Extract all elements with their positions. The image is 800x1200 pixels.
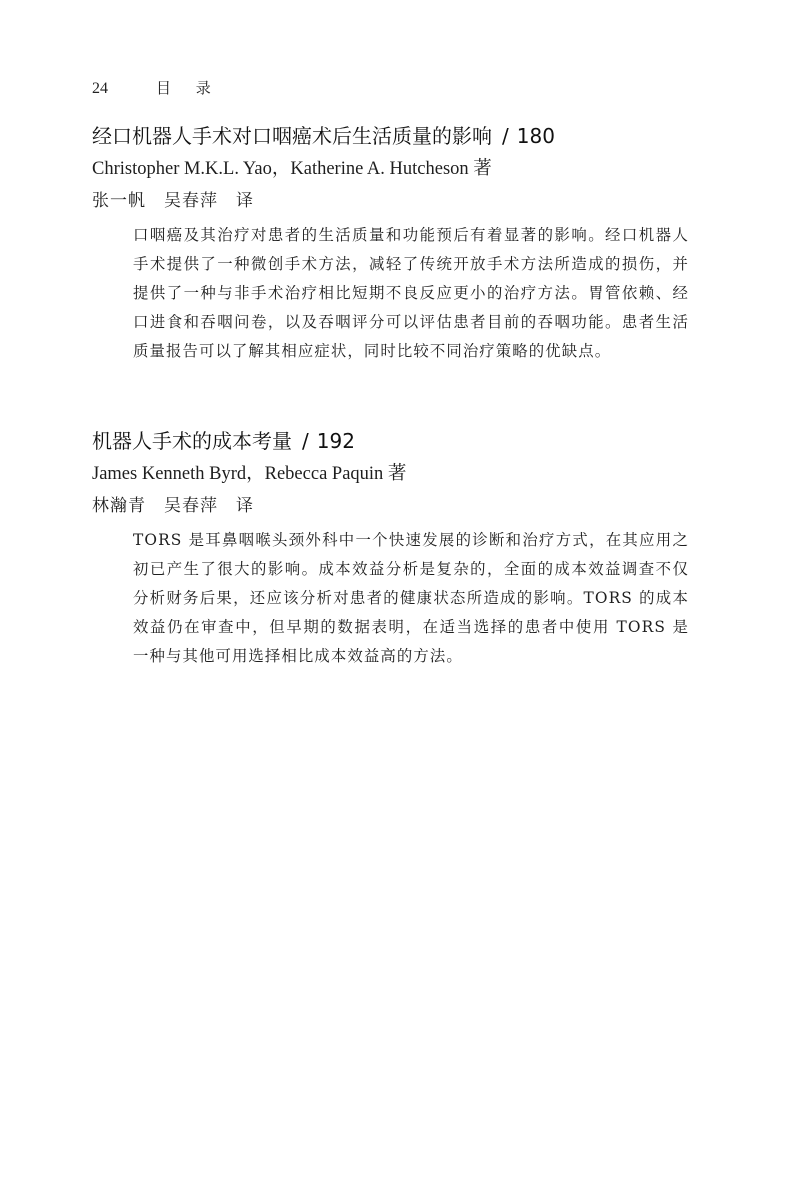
entry-translators: 张一帆 吴春萍 译: [92, 191, 254, 211]
entry-page-number: 180: [516, 124, 555, 148]
entry-authors: Christopher M.K.L. Yao，Katherine A. Hutcheson 著: [92, 159, 492, 179]
entry-title-text: 经口机器人手术对口咽癌术后生活质量的影响: [92, 124, 492, 148]
title-separator: /: [502, 124, 509, 148]
entry-authors: James Kenneth Byrd，Rebecca Paquin 著: [92, 464, 407, 484]
running-head: [92, 76, 221, 101]
entry-translators: 林瀚青 吴春萍 译: [92, 496, 254, 516]
entry-title: [92, 426, 702, 456]
toc-entry-2: [92, 426, 702, 671]
entry-abstract: TORS 是耳鼻咽喉头颈外科中一个快速发展的诊断和治疗方式，在其应用之初已产生了很大的影响。成本效益分析是复杂的，全面的成本效益调查不仅分析财务后果，还应该分析对患者的健康状态所造成的影响。TORS 的成本效益仍在审查中，但早期的数据表明，在适当选择的患者中使用 TORS 是一种与其他可用选择相比成本效益高的方法。: [133, 531, 689, 665]
page-number: 24: [92, 80, 108, 97]
entry-title-text: 机器人手术的成本考量: [92, 429, 292, 453]
title-separator: /: [302, 429, 309, 453]
entry-page-number: 192: [316, 429, 355, 453]
section-label: 目 录: [156, 79, 221, 97]
entry-title: [92, 121, 702, 151]
entry-abstract: 口咽癌及其治疗对患者的生活质量和功能预后有着显著的影响。经口机器人手术提供了一种微创手术方法，减轻了传统开放手术方法所造成的损伤，并提供了一种与非手术治疗相比短期不良反应更小的治疗方法。胃管依赖、经口进食和吞咽问卷，以及吞咽评分可以评估患者目前的吞咽功能。患者生活质量报告可以了解其相应症状，同时比较不同治疗策略的优缺点。: [133, 226, 689, 360]
toc-entry-1: [92, 121, 702, 366]
